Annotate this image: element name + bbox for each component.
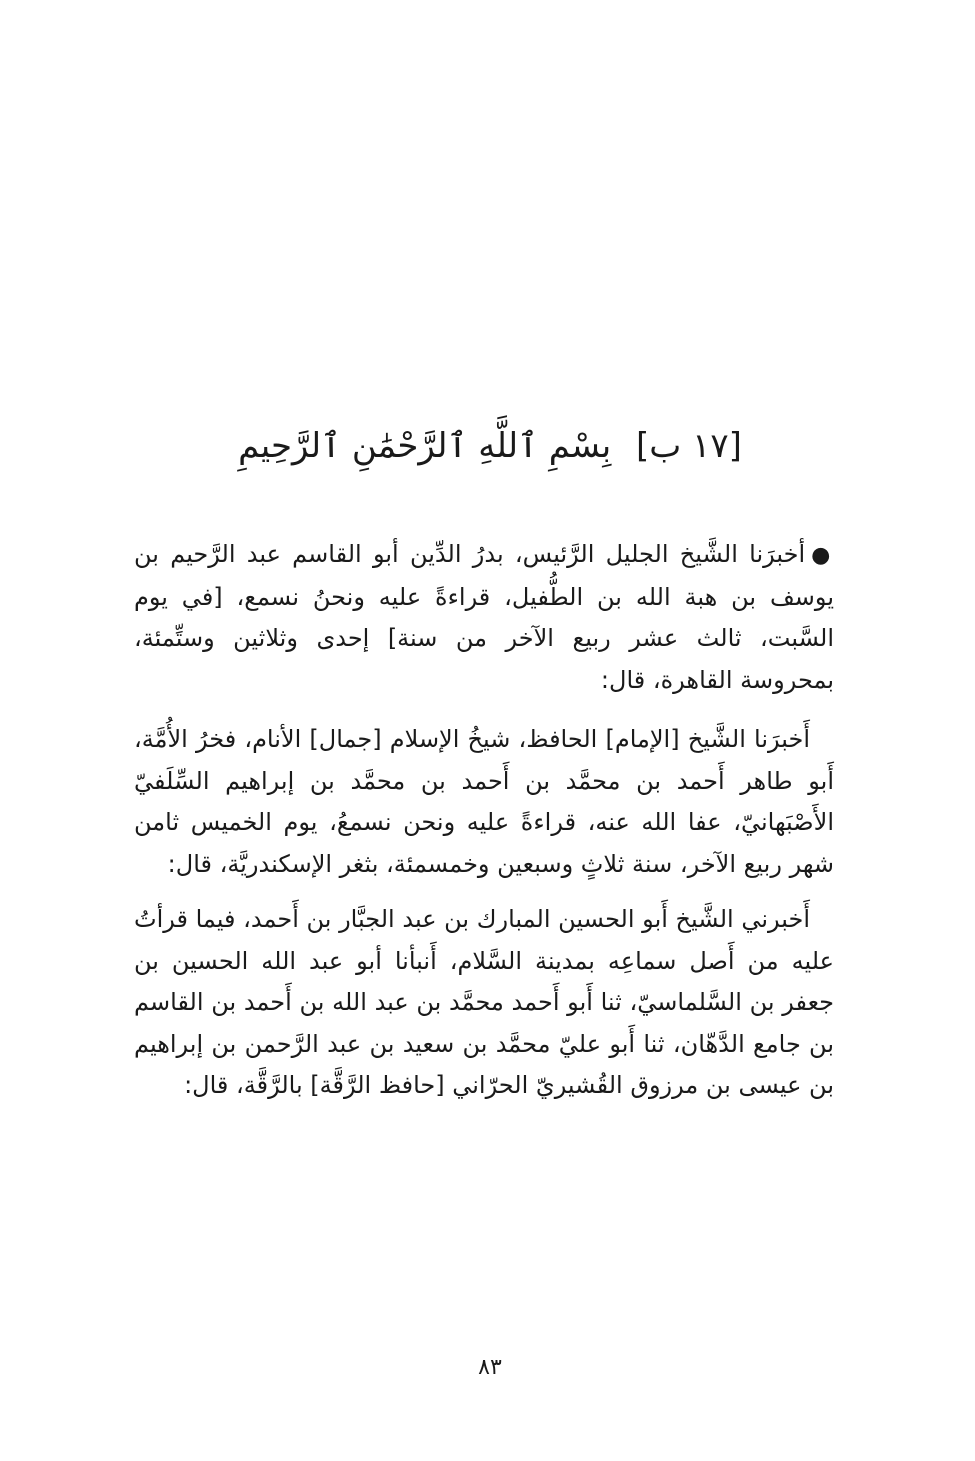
paragraph-3: أَخبرني الشَّيخ أَبو الحسين المبارك بن عبد الجبَّار بن أَحمد، فيما قرأتُ عليه من أَصل سماعِه بمدينة السَّلام، أَنبأنا أبو عبد الله الحسين بن جعفر بن السَّلماسيّ، ثنا أَبو أَحمد محمَّد بن عبد الله بن أَحمد بن القاسم بن جامع الدَّهّان، ثنا أَبو عليّ محمَّد بن سعيد بن عبد الرَّحمن بن إبراهيم بن عيسى بن مرزوق القُشيريّ الحرّاني [حافظ الرَّقَّة] بالرَّقَّة، قال: xyxy=(134,905,834,1099)
main-text xyxy=(134,534,834,1107)
page-number: ٨٣ xyxy=(478,1355,502,1380)
basmala-heading xyxy=(140,418,840,474)
bullet-icon: ● xyxy=(811,543,834,568)
paragraph-1-text: أخبرَنا الشَّيخ الجليل الرَّئيس، بدرُ الدِّين أبو القاسم عبد الرَّحيم بن يوسف بن هبة الله بن الطُّفيل، قراءةً عليه ونحنُ نسمع، [في يوم السَّبت، ثالث عشر ربيع الآخر من سنة] إحدى وثلاثين وستِّمئة، بمحروسة القاهرة، قال: xyxy=(134,540,834,694)
folio-marker: [١٧ ب] xyxy=(636,426,742,466)
basmala-text: بِسْمِ ٱللَّهِ ٱلرَّحْمَٰنِ ٱلرَّحِيمِ xyxy=(238,426,612,466)
paragraph-1 xyxy=(134,534,834,701)
paragraph-2: أَخبرَنا الشَّيخ [الإمام] الحافظ، شيخُ الإسلام [جمال] الأنام، فخرُ الأُمَّة، أَبو طاهر أَحمد بن محمَّد بن أَحمد بن محمَّد بن إبراهيم السِّلَفيّ الأَصْبَهانيّ، عفا الله عنه، قراءةً عليه ونحن نسمعُ، يوم الخميس ثامن شهر ربيع الآخر، سنة ثلاثٍ وسبعين وخمسمئة، بثغر الإسكندريَّة، قال: xyxy=(134,725,834,878)
